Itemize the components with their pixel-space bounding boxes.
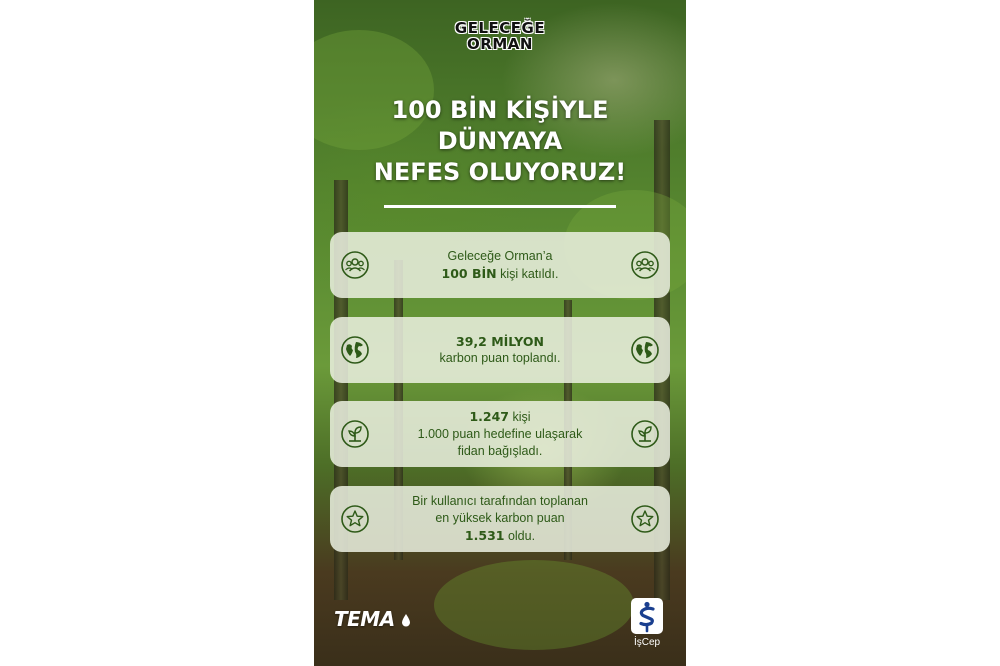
stat-text: [378, 486, 622, 552]
iscep-app-icon: [631, 598, 663, 634]
headline-line-2: DÜNYAYA: [437, 127, 563, 155]
headline-line-1: 100 BİN KİŞİYLE: [391, 96, 609, 124]
stat-line: [465, 527, 535, 545]
stat-line: Geleceğe Orman’a: [447, 248, 553, 263]
stat-card-saplings: [330, 401, 670, 467]
sapling-icon: [630, 419, 660, 449]
stat-text: [378, 401, 622, 467]
people-icon: [340, 250, 370, 280]
stat-value: 1.531: [464, 528, 505, 543]
stat-line: Bir kullanıcı tarafından toplanan: [412, 494, 588, 508]
foliage: [434, 560, 634, 650]
stat-line: en yüksek karbon puan: [435, 511, 565, 525]
stat-line: [442, 265, 559, 283]
stat-line-rest: kişi: [509, 410, 531, 424]
star-icon: [630, 504, 660, 534]
gelecege-orman-logo: [442, 20, 558, 52]
logo-line-2: ORMAN: [467, 35, 533, 53]
stat-line: [469, 408, 530, 426]
stat-line-rest: oldu.: [504, 529, 536, 543]
headline-line-3: NEFES OLUYORUZ!: [373, 158, 627, 186]
stat-card-top-score: [330, 486, 670, 552]
isbank-symbol-icon: [631, 598, 663, 634]
tema-logo: [334, 607, 411, 631]
stat-value: 100 BİN: [441, 265, 497, 281]
stat-line: fidan bağışladı.: [457, 444, 543, 458]
stat-line-rest: kişi katıldı.: [496, 266, 559, 281]
divider: [384, 205, 616, 208]
stat-line: 1.000 puan hedefine ulaşarak: [417, 427, 583, 441]
iscep-logo: [630, 598, 664, 652]
campaign-poster: [314, 0, 686, 666]
stat-text: [378, 317, 622, 383]
stat-text: [378, 232, 622, 298]
stat-card-participants: [330, 232, 670, 298]
headline: [314, 95, 686, 188]
logo-line-1: GELECEĞE: [454, 19, 546, 37]
people-icon: [630, 250, 660, 280]
globe-icon: [340, 335, 370, 365]
tema-logo-text: TEMA: [334, 607, 395, 631]
stat-card-carbon-points: [330, 317, 670, 383]
stat-value: 1.247: [469, 409, 509, 424]
water-drop-icon: [401, 613, 411, 627]
star-icon: [340, 504, 370, 534]
iscep-label: İşCep: [633, 637, 661, 648]
stat-line: karbon puan toplandı.: [439, 351, 561, 365]
globe-icon: [630, 335, 660, 365]
stat-value: 39,2 MİLYON: [456, 334, 544, 349]
sapling-icon: [340, 419, 370, 449]
